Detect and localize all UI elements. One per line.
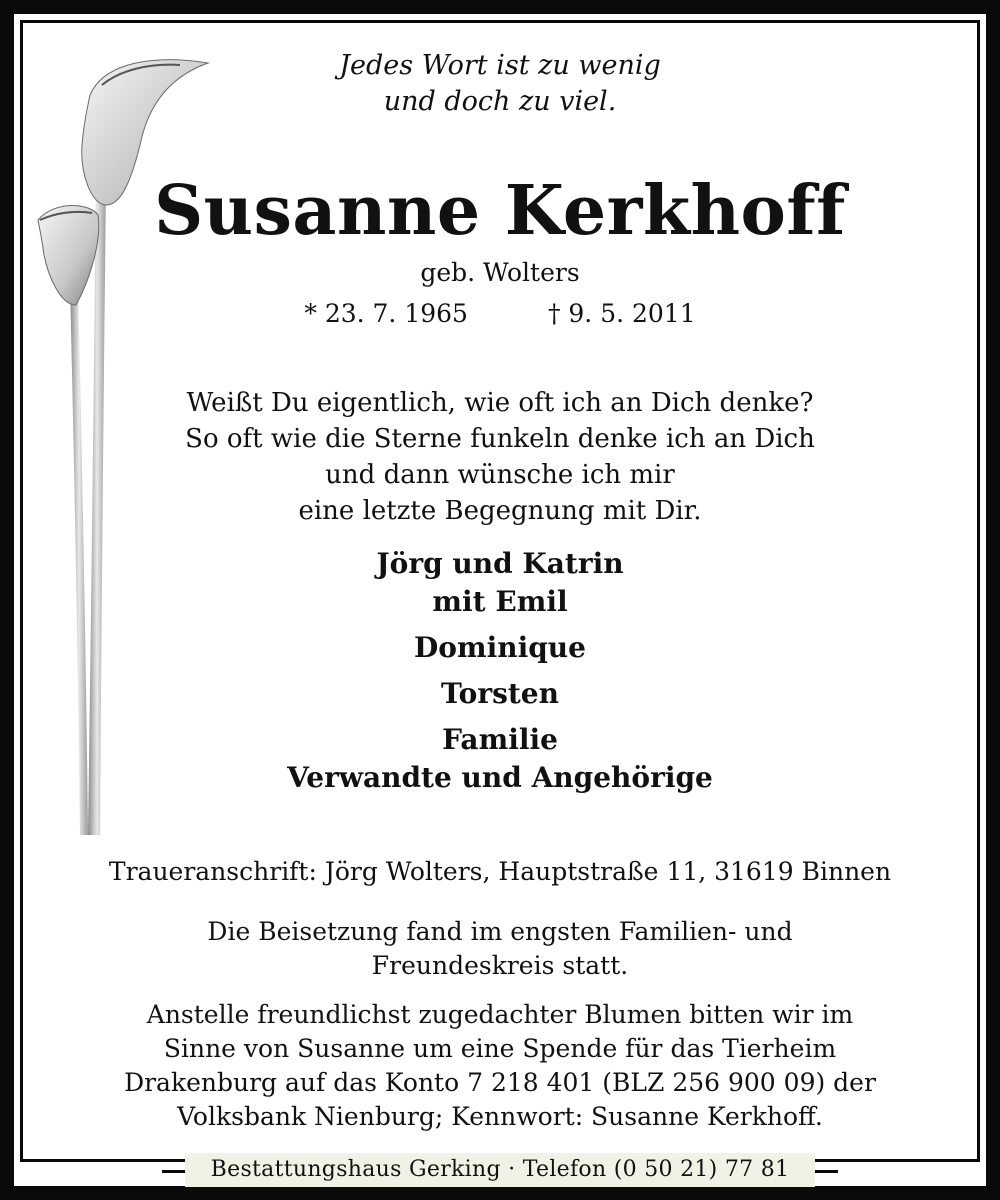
motto-line: und doch zu viel. [383, 86, 617, 117]
mourner-line: mit Emil [432, 585, 568, 618]
mourner-line: Jörg und Katrin [376, 547, 624, 580]
condolence-address: Traueranschrift: Jörg Wolters, Hauptstraße 11, 31619 Binnen [108, 857, 892, 886]
mourners-list [0, 545, 1000, 797]
funeral-home-footer: Bestattungshaus Gerking · Telefon (0 50 21) 77 81 [185, 1153, 815, 1187]
mourner-line: Torsten [441, 677, 559, 710]
poem [0, 385, 1000, 529]
birth-date: * 23. 7. 1965 [304, 299, 468, 328]
donation-line: Drakenburg auf das Konto 7 218 401 (BLZ 256 900 09) der [124, 1068, 876, 1097]
maiden-name: geb. Wolters [420, 258, 580, 287]
mourner-line: Verwandte und Angehörige [287, 761, 713, 794]
mourner-line: Familie [442, 723, 558, 756]
mourner-line: Dominique [414, 631, 586, 664]
mourner-group [0, 545, 1000, 621]
poem-line: und dann wünsche ich mir [325, 460, 675, 490]
death-date: † 9. 5. 2011 [547, 299, 696, 328]
burial-line: Freundeskreis statt. [371, 951, 629, 980]
deceased-name: Susanne Kerkhoff [154, 171, 846, 251]
donation-notice [0, 998, 1000, 1134]
poem-line: eine letzte Begegnung mit Dir. [298, 496, 702, 526]
motto [0, 48, 1000, 120]
burial-line: Die Beisetzung fand im engsten Familien- und [207, 917, 793, 946]
donation-line: Anstelle freundlichst zugedachter Blumen bitten wir im [146, 1000, 854, 1029]
mourner-group [0, 675, 1000, 713]
poem-line: Weißt Du eigentlich, wie oft ich an Dich denke? [186, 388, 814, 418]
mourner-group [0, 721, 1000, 797]
motto-line: Jedes Wort ist zu wenig [339, 50, 661, 81]
donation-line: Volksbank Nienburg; Kennwort: Susanne Kerkhoff. [177, 1102, 823, 1131]
life-dates [0, 296, 1000, 332]
donation-line: Sinne von Susanne um eine Spende für das Tierheim [163, 1034, 837, 1063]
burial-notice [0, 915, 1000, 983]
poem-line: So oft wie die Sterne funkeln denke ich an Dich [185, 424, 815, 454]
mourner-group [0, 629, 1000, 667]
